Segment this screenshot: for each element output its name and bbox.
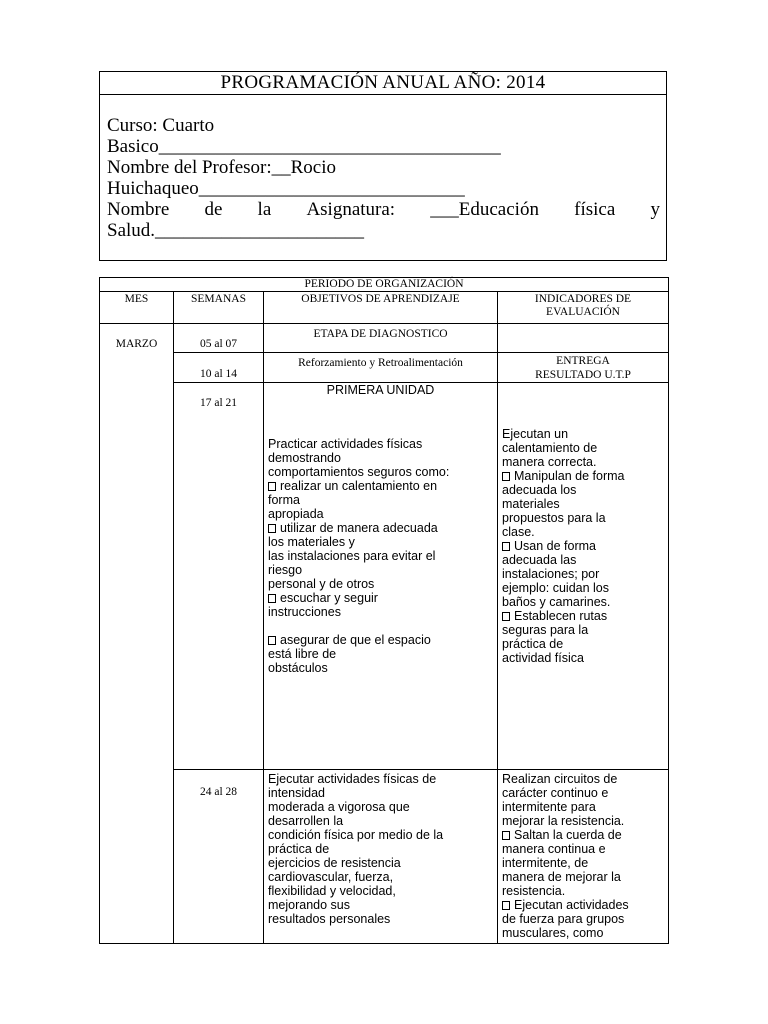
objective-line: riesgo	[268, 563, 303, 577]
indicator-line: adecuada las	[502, 553, 577, 567]
objective-line: comportamientos seguros como:	[268, 465, 450, 479]
indicator-line: clase.	[502, 525, 535, 539]
objective-line: obstáculos	[268, 661, 328, 675]
indicator-line: manera continua e	[502, 842, 606, 856]
objective-bullet-line	[268, 591, 493, 605]
indicator-text: Ejecutan actividades	[514, 898, 629, 912]
header-text: EVALUACIÓN	[546, 306, 620, 318]
subject-word: física	[574, 199, 616, 220]
bullet-icon	[502, 542, 510, 551]
indicator-line: intermitente, de	[502, 856, 589, 870]
indicators-cell	[498, 770, 669, 944]
objective-text: realizar un calentamiento en	[280, 479, 438, 493]
indicator-text: Usan de forma	[514, 539, 596, 553]
document-title: PROGRAMACIÓN ANUAL AÑO: 2014	[100, 72, 666, 95]
subject-word: la	[257, 199, 272, 220]
subject-word: Nombre	[107, 199, 170, 220]
period-title: PERIODO DE ORGANIZACIÓN	[100, 278, 669, 292]
header-box	[99, 71, 667, 261]
objective-line: flexibilidad y velocidad,	[268, 884, 396, 898]
indicator-line: práctica de	[502, 637, 564, 651]
indicator-line: seguras para la	[502, 623, 589, 637]
col-header-objetivos: OBJETIVOS DE APRENDIZAJE	[264, 292, 498, 324]
unit-title: PRIMERA UNIDAD	[326, 383, 435, 397]
indicator-line: carácter continuo e	[502, 786, 609, 800]
indicator-text: Establecen rutas	[514, 609, 608, 623]
bullet-icon	[502, 901, 510, 910]
subject-word: ___Educación	[430, 199, 539, 220]
objective-line: demostrando	[268, 451, 341, 465]
objectives-cell	[264, 383, 498, 770]
indicator-line: materiales	[502, 497, 560, 511]
week-cell: 24 al 28	[174, 770, 264, 944]
objective-line: práctica de	[268, 842, 330, 856]
objective-bullet-line	[268, 521, 493, 535]
indicator-line: Ejecutan un	[502, 427, 569, 441]
indicator-bullet-line	[502, 828, 664, 842]
subject-word: de	[204, 199, 223, 220]
objective-line: intensidad	[268, 786, 325, 800]
indicator-line: propuestos para la	[502, 511, 606, 525]
subject-line	[107, 199, 660, 220]
indicator-line: Realizan circuitos de	[502, 772, 618, 786]
col-header-semanas: SEMANAS	[174, 292, 264, 324]
bullet-icon	[502, 612, 510, 621]
bullet-icon	[502, 472, 510, 481]
objective-text: utilizar de manera adecuada	[280, 521, 438, 535]
objective-line: las instalaciones para evitar el	[268, 549, 436, 563]
indicator-line: musculares, como	[502, 926, 604, 940]
indicator-line: mejorar la resistencia.	[502, 814, 625, 828]
empty-cell	[498, 324, 669, 353]
objective-line: cardiovascular, fuerza,	[268, 870, 394, 884]
indicator-text: Manipulan de forma	[514, 469, 625, 483]
month-cell: MARZO	[100, 324, 174, 944]
reinforcement-cell: Reforzamiento y Retroalimentación	[264, 353, 498, 383]
indicator-line: actividad física	[502, 651, 584, 665]
indicator-bullet-line	[502, 898, 664, 912]
indicator-line: instalaciones; por	[502, 567, 600, 581]
indicator-line: manera correcta.	[502, 455, 597, 469]
plan-table	[99, 277, 669, 944]
bullet-icon	[268, 482, 276, 491]
objective-line: ejercicios de resistencia	[268, 856, 401, 870]
indicator-bullet-line	[502, 469, 664, 483]
objective-line: Practicar actividades físicas	[268, 437, 423, 451]
objective-line: forma	[268, 493, 300, 507]
indicator-line: ejemplo: cuidan los	[502, 581, 610, 595]
indicator-bullet-line	[502, 539, 664, 553]
week-cell: 10 al 14	[174, 353, 264, 383]
objective-text: asegurar de que el espacio	[280, 633, 431, 647]
objective-line: resultados personales	[268, 912, 391, 926]
objective-line: personal y de otros	[268, 577, 375, 591]
objective-bullet-line	[268, 479, 493, 493]
subject-word: y	[650, 199, 660, 220]
objective-line: está libre de	[268, 647, 337, 661]
bullet-icon	[502, 831, 510, 840]
objective-bullet-line	[268, 633, 493, 647]
indicator-line: baños y camarines.	[502, 595, 611, 609]
objective-line: condición física por medio de la	[268, 828, 444, 842]
indicator-line: adecuada los	[502, 483, 577, 497]
bullet-icon	[268, 636, 276, 645]
objective-line: Ejecutar actividades físicas de	[268, 772, 437, 786]
indicator-bullet-line	[502, 609, 664, 623]
header-text: INDICADORES DE	[534, 293, 632, 305]
objective-line: mejorando sus	[268, 898, 350, 912]
indicator-line: resistencia.	[502, 884, 566, 898]
col-header-indicadores	[498, 292, 669, 324]
delivery-text: ENTREGA	[556, 355, 610, 367]
header-body	[100, 95, 666, 241]
indicator-line: calentamiento de	[502, 441, 598, 455]
indicator-line: de fuerza para grupos	[502, 912, 625, 926]
subject-line-cont: Salud.______________________	[107, 220, 365, 241]
course-line: Curso: Cuarto	[107, 115, 215, 136]
subject-word: Asignatura:	[306, 199, 396, 220]
stage-cell: ETAPA DE DIAGNOSTICO	[264, 324, 498, 353]
spacer-line	[268, 619, 493, 633]
objective-line: moderada a vigorosa que	[268, 800, 410, 814]
teacher-line-cont: Huichaqueo____________________________	[107, 178, 465, 199]
objective-line: desarrollen la	[268, 814, 344, 828]
week-cell: 05 al 07	[174, 324, 264, 353]
indicators-cell	[498, 383, 669, 770]
indicator-line: intermitente para	[502, 800, 596, 814]
delivery-cell	[498, 353, 669, 383]
indicator-text: Saltan la cuerda de	[514, 828, 622, 842]
course-line-cont: Basico____________________________________	[107, 136, 501, 157]
indicator-line: manera de mejorar la	[502, 870, 621, 884]
objective-text: escuchar y seguir	[280, 591, 378, 605]
objective-line: apropiada	[268, 507, 324, 521]
delivery-text: RESULTADO U.T.P	[535, 369, 631, 381]
objective-line: instrucciones	[268, 605, 341, 619]
col-header-mes: MES	[100, 292, 174, 324]
week-cell: 17 al 21	[174, 383, 264, 770]
objective-line: los materiales y	[268, 535, 355, 549]
objectives-cell	[264, 770, 498, 944]
bullet-icon	[268, 524, 276, 533]
teacher-line: Nombre del Profesor:__Rocio	[107, 157, 337, 178]
bullet-icon	[268, 594, 276, 603]
